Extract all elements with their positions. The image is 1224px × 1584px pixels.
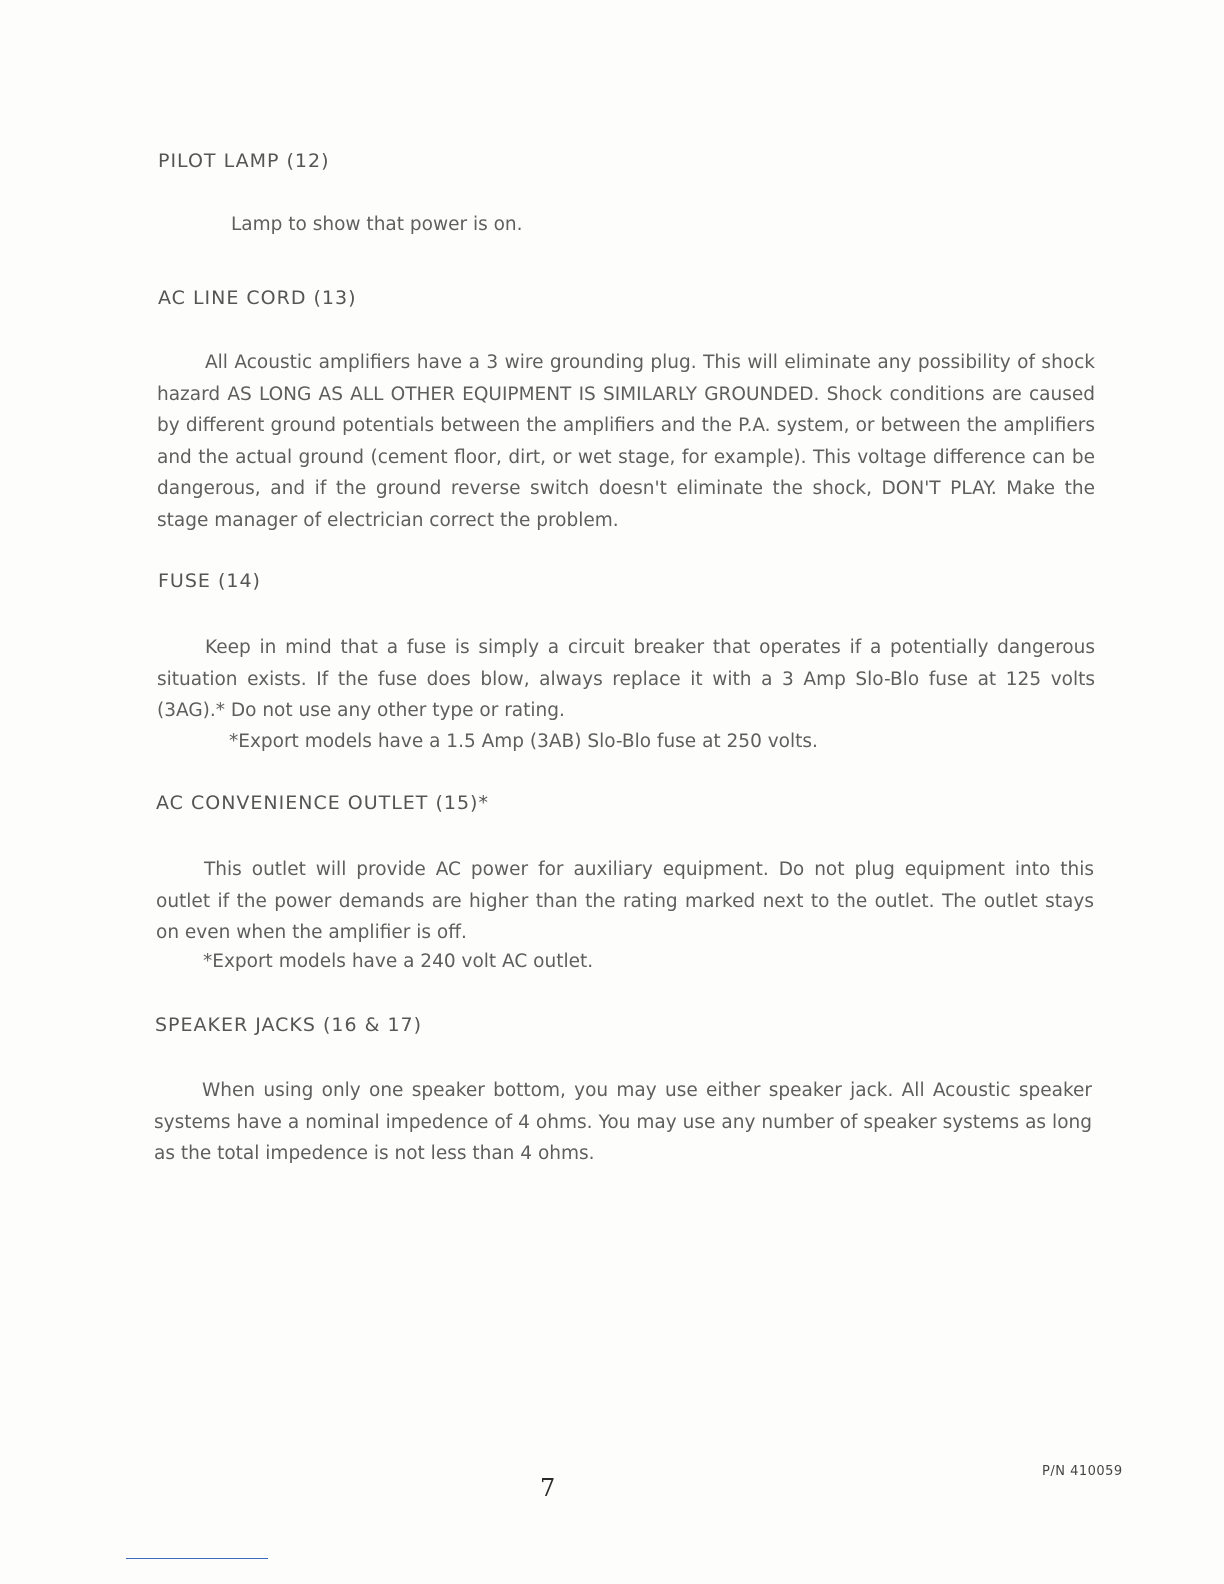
footer-rule [126,1558,268,1559]
pilot-lamp-text: Lamp to show that power is on. [231,214,523,235]
heading-ac-line-cord: AC LINE CORD (13) [158,287,357,309]
page-number: 7 [540,1474,556,1502]
fuse-export-note: *Export models have a 1.5 Amp (3AB) Slo-Blo fuse at 250 volts. [229,731,818,752]
speaker-jacks-text: When using only one speaker bottom, you may use either speaker jack. All Acoustic speaker systems have a nominal impedence of 4 ohms. You may use any number of speaker systems as long as the total impedence is not less than 4 ohms. [154,1080,1092,1164]
heading-pilot-lamp: PILOT LAMP (12) [158,150,330,172]
ac-line-cord-text: All Acoustic amplifiers have a 3 wire grounding plug. This will eliminate any possibility of shock hazard AS LONG AS ALL OTHER EQUIPMENT IS SIMILARLY GROUNDED. Shock conditions are caused by different ground potentials between the amplifiers and the P.A. system, or between the amplifiers and the actual ground (cement floor, dirt, or wet stage, for example). This voltage difference can be dangerous, and if the ground reverse switch doesn't eliminate the shock, DON'T PLAY. Make the stage manager of electrician correct the problem. [157,352,1095,531]
heading-ac-convenience-outlet: AC CONVENIENCE OUTLET (15)* [156,792,489,814]
part-number: P/N 410059 [1042,1464,1123,1479]
ac-outlet-text: This outlet will provide AC power for auxiliary equipment. Do not plug equipment into this outlet if the power demands are higher than the rating marked next to the outlet. The outlet stays on even when the amplifier is off. [156,859,1094,943]
heading-speaker-jacks: SPEAKER JACKS (16 & 17) [155,1014,423,1036]
heading-fuse: FUSE (14) [158,570,261,592]
fuse-text: Keep in mind that a fuse is simply a circuit breaker that operates if a potentially dangerous situation exists. If the fuse does blow, always replace it with a 3 Amp Slo-Blo fuse at 125 volts (3AG).* Do not use any other type or rating. [157,637,1095,721]
ac-outlet-export-note: *Export models have a 240 volt AC outlet. [203,951,594,972]
